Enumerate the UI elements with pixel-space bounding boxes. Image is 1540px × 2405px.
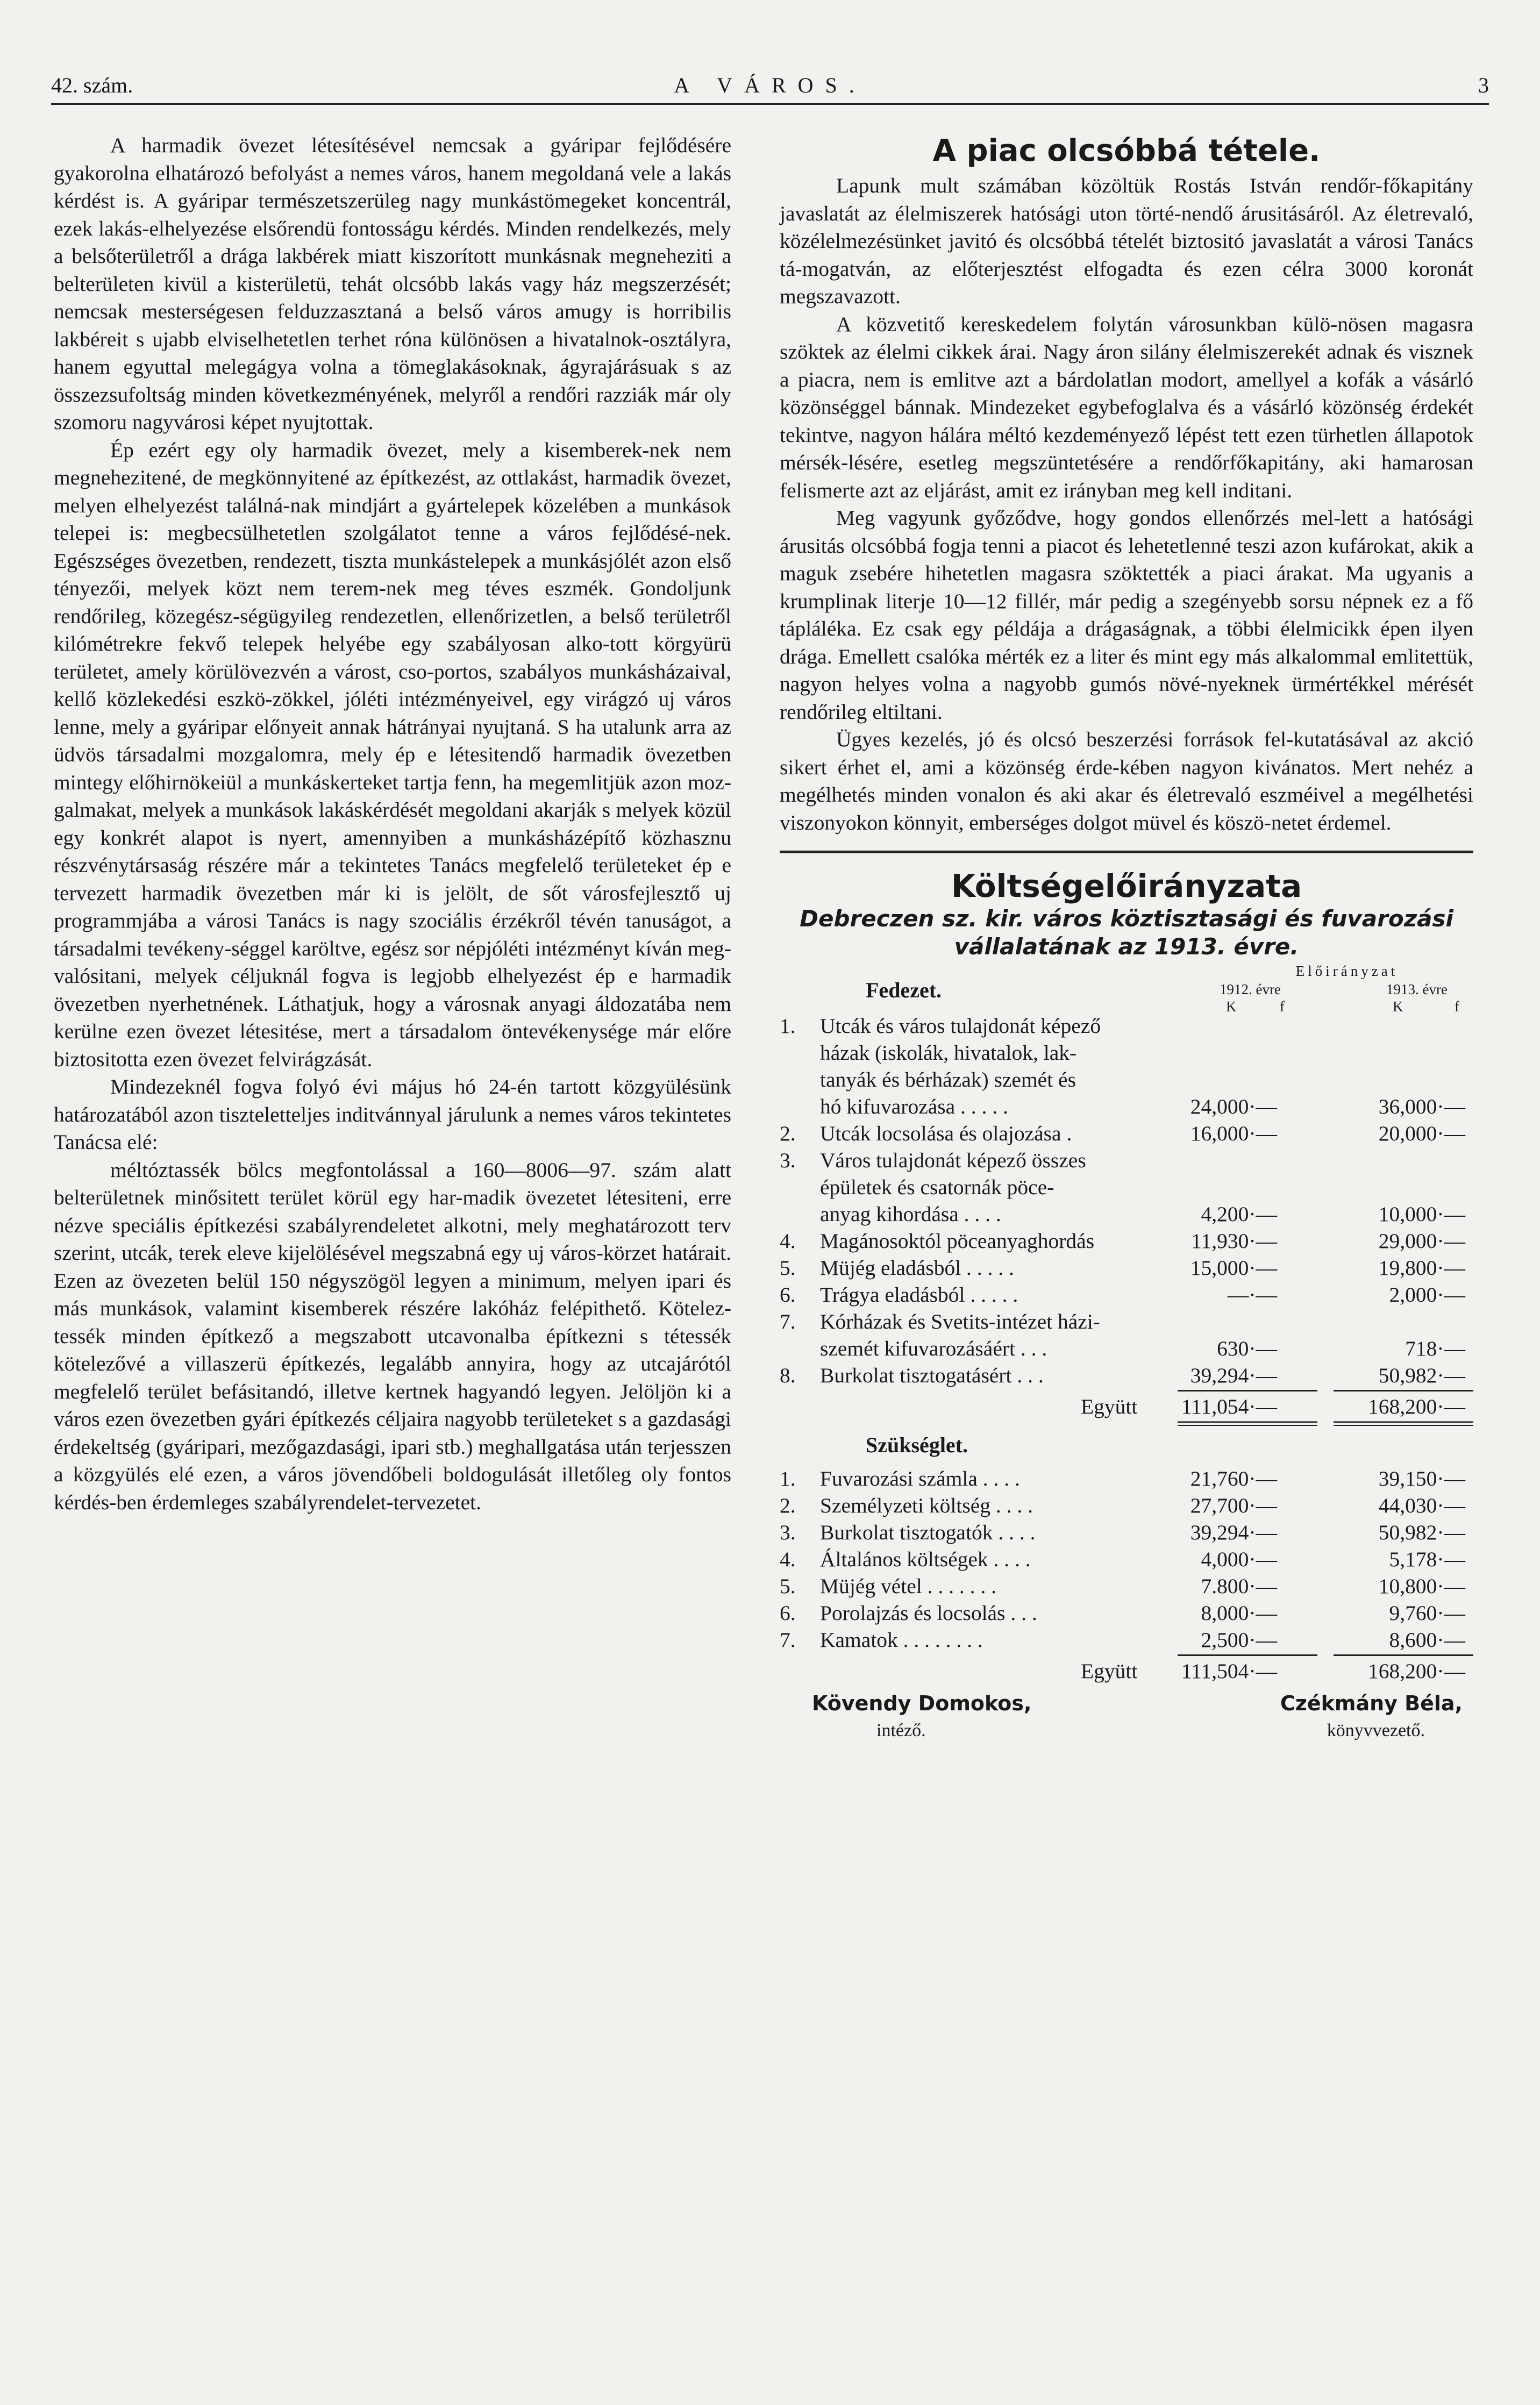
- page-number: 3: [1478, 73, 1489, 97]
- row-label: Általános költségek . . . .: [820, 1547, 1031, 1571]
- value-1913: 10,800·—: [1378, 1574, 1465, 1598]
- row-label: Kamatok . . . . . . . .: [820, 1628, 983, 1652]
- budget-row: [780, 1147, 1473, 1174]
- row-label: tanyák és bérházak) szemét és: [820, 1068, 1076, 1091]
- row-number: 4.: [780, 1229, 796, 1253]
- budget-row: [780, 1362, 1473, 1389]
- budget-row: [780, 1492, 1473, 1519]
- row-number: 6.: [780, 1601, 796, 1625]
- sum-double-rule: [780, 1420, 1473, 1424]
- left-paragraph: Ép ezért egy oly harmadik övezet, mely a kisemberek-nek nem megnehezitené, de megkönnyitené az építkezést, az ottlakást, harmadik övezet, melyen elhelyezést találná-nak mindjárt a gyártelepek közelében a munkások telepei is: megbecsülhetetlen szolgálatot tenne a város fejlődésé-nek. Egészséges övezetben, rendezett, tiszta munkástelepek a munkásjólét azon első tényezői, melyek közt nem terem-nek meg téves eszmék. Gondoljunk rendőrileg, közegész-ségügyileg rendezetlen, ellenőrizetlen, a belső területről kilómétrekre fekvő telepek helyébe egy szabályosan alko-tott körgyürü területet, amely körülövezvén a várost, cso-portos, szabályos munkásházaival, kellő közlekedési eszkö-zökkel, jóléti intézményeivel, egy virágzó uj város lenne, mely a gyáripar előnyeit annak hátrányai nyujtaná. S ha utalunk arra az üdvös társadalmi mozgalomra, mely ép e létesitendő harmadik övezetben mintegy előhirnökeiül a munkáskerteket tartja fenn, ha megemlitjük azon moz-galmakat, melyek a munkások lakáskérdését megoldani akarják s melyek közül egy konkrét alapot is nyert, amennyiben a munkásházépítő közhasznu részvénytársaság részére már a tekintetes Tanács megfelelő területeket ép e tervezett harmadik övezetben már ki is jelölt, de sőt városfejlesztő uj programmjába a városi Tanács is nagy szociális érzékről tévén tanuságot, a társadalmi tevékeny-séggel karöltve, egész sor népjóléti intézményt kíván meg-valósitani, melyek céljuknál fogva is legjobb elhelyezést ép e harmadik övezetben nyerhetnének. Láthatjuk, hogy a városnak anyagi áldozatába nem kerülne ezen övezet létesitése, mert a társadalom öntevékenysége már előre biztositotta ezen övezet felvirágzását.: [54, 438, 731, 1071]
- value-1913: 718·—: [1405, 1337, 1465, 1360]
- expense-total: [780, 1658, 1473, 1685]
- total-label: Együtt: [1081, 1395, 1138, 1418]
- total-row: [780, 1658, 1473, 1685]
- row-label: Város tulajdonát képező összes: [820, 1148, 1086, 1172]
- value-1912: 11,930·—: [1191, 1229, 1277, 1253]
- row-label: Utcák és város tulajdonát képező: [820, 1014, 1101, 1038]
- row-number: 2.: [780, 1122, 796, 1145]
- row-number: 6.: [780, 1283, 796, 1307]
- left-column: [54, 132, 731, 1516]
- row-label: Fuvarozási számla . . . .: [820, 1467, 1020, 1490]
- row-number: 4.: [780, 1547, 796, 1571]
- value-1913: 29,000·—: [1378, 1229, 1465, 1253]
- article-paragraph: Lapunk mult számában közöltük Rostás István rendőr-főkapitány javaslatát az élelmiszerek hatósági uton törté-nendő árusitásáról. Az életrevaló, közélelmezésünket javitó és olcsóbbá tételét biztositó javaslatát a városi Tanács tá-mogatván, az előterjesztést elfogadta és ezen célra 3000 koronát megszavazott.: [780, 174, 1473, 308]
- issue-number: 42. szám.: [51, 73, 133, 97]
- article-title: A piac olcsóbbá tétele.: [932, 133, 1321, 168]
- budget-subtitle-2: vállalatának az 1913. évre.: [954, 933, 1299, 960]
- budget-row: [780, 1039, 1473, 1066]
- budget-row: [780, 1308, 1473, 1335]
- article-paragraph: A közvetitő kereskedelem folytán városunkban külö-nösen magasra szöktek az élelmi cikkek árai. Nagy áron silány élelmiszerekét adnak és visznek a piacra, nem is emlitve azt a bárdolatlan modort, amellyel a kofák a vásárló közönséggel bánnak. Mindezeket egybefoglalva és a vásárló közönség érdekét tekintve, nagyon hálára méltó kezdeményező lépést tett ezen türhetlen állapotok mérsék-lésére, esetleg megszüntetésére a rendőrfőkapitány, aki hamarosan felismerte azt az eljárást, amit ez irányban meg kell inditani.: [780, 312, 1473, 502]
- total-row: [780, 1393, 1473, 1420]
- row-label: Burkolat tisztogatók . . . .: [820, 1521, 1036, 1544]
- budget-row: [780, 1626, 1473, 1653]
- budget-row: [780, 1465, 1473, 1492]
- row-number: 3.: [780, 1521, 796, 1544]
- value-1913: 50,982·—: [1378, 1364, 1465, 1387]
- income-heading: Fedezet.: [866, 978, 942, 1002]
- row-label: épületek és csatornák pöce-: [820, 1175, 1054, 1199]
- value-1912: 630·—: [1217, 1337, 1277, 1360]
- row-number: 3.: [780, 1148, 796, 1172]
- value-1912: 8,000·—: [1201, 1601, 1277, 1625]
- value-1913: 5,178·—: [1389, 1547, 1465, 1571]
- budget-row: [780, 1066, 1473, 1093]
- budget-subtitle-1: Debreczen sz. kir. város köztisztasági és fuvarozási: [800, 905, 1453, 932]
- col-1912-label: 1912. évre: [1220, 981, 1281, 997]
- value-1912: 39,294·—: [1190, 1521, 1277, 1544]
- value-1912: 39,294·—: [1190, 1364, 1277, 1387]
- value-1913: 10,000·—: [1378, 1202, 1465, 1226]
- row-label: Müjég eladásból . . . . .: [820, 1256, 1014, 1280]
- row-label: hó kifuvarozása . . . . .: [820, 1095, 1008, 1118]
- total-1912: 111,054·—: [1181, 1395, 1277, 1418]
- budget-row: [780, 1335, 1473, 1362]
- row-number: 8.: [780, 1364, 796, 1387]
- expense-table: [780, 1465, 1473, 1653]
- budget-title: Költségelőirányzata: [951, 868, 1302, 904]
- total-label: Együtt: [1081, 1659, 1138, 1683]
- sum-rule: [780, 1389, 1473, 1393]
- value-1912: 27,700·—: [1190, 1494, 1277, 1517]
- section-divider: [780, 851, 1473, 853]
- signer-2-role: könyvvezető.: [1327, 1721, 1425, 1740]
- budget-row: [780, 1228, 1473, 1254]
- budget-column-header: [780, 961, 1473, 1015]
- left-paragraph: méltóztassék bölcs megfontolással a 160—8006—97. szám alatt belterületnek minősitett terület körül egy har-madik övezetet létesiteni, erre nézve speciális építkezési szabályrendeletet alkotni, mely meghatározott terv szerint, utcák, terek eleve kijelölésével megszabná egy uj város-körzet határait. Ezen az övezeten belül 150 négyszögöl legyen a minimum, melyen ipari és más munkások, valamint kisemberek részére lakóház felépithető. Kötelez-tessék minden építkező a megszabott utcavonalba építkezni s tétessék kötelezővé a villaszerü építkezés, legalább annyira, hogy az utcajárótól megfelelő terület befásitandó, illetve kertnek hagyandó legyen. Jelöljön ki a város ezen övezetben gyári építkezés céljaira nagyobb területeket s a gazdasági érdekeltség (gyáripari, mezőgazdasági, ipari stb.) meghallgatása után terjesszen a közgyülés elé ezen, a város jövendőbeli boldogulását illetőleg oly fontos kérdés-ben érdemleges szabályrendelet-tervezetet.: [54, 1158, 731, 1514]
- filler-label: f: [1455, 998, 1459, 1015]
- budget-row: [780, 1201, 1473, 1228]
- value-1912: 24,000·—: [1190, 1095, 1277, 1118]
- korona-label: K: [1226, 998, 1237, 1015]
- signatures: [780, 1685, 1473, 1744]
- budget-row: [780, 1174, 1473, 1201]
- value-1912: 16,000·—: [1190, 1122, 1277, 1145]
- row-label: anyag kihordása . . . .: [820, 1202, 1001, 1226]
- row-label: Kórházak és Svetits-intézet házi-: [820, 1310, 1100, 1333]
- row-label: Magánosoktól pöceanyaghordás: [820, 1229, 1095, 1253]
- filler-label: f: [1280, 998, 1285, 1015]
- value-1913: 9,760·—: [1389, 1601, 1465, 1625]
- value-1912: 4,000·—: [1201, 1547, 1277, 1571]
- expense-heading: Szükséglet.: [866, 1433, 968, 1457]
- sum-rule: [780, 1653, 1473, 1658]
- article-paragraph: Ügyes kezelés, jó és olcsó beszerzési források fel-kutatásával az akció sikert érhet el, ami a közönség érde-kében nagyon kivánatos. Mert nehéz a megélhetés minden vonalon és aki akar és életrevaló eszméivel a megélhetési viszonyokon könnyit, emberséges dolgot müvel és köszö-netet érdemel.: [780, 727, 1473, 834]
- row-label: Müjég vétel . . . . . . .: [820, 1574, 997, 1598]
- value-1913: 8,600·—: [1389, 1628, 1465, 1652]
- budget-row: [780, 1281, 1473, 1308]
- row-number: 1.: [780, 1014, 796, 1038]
- budget-row: [780, 1120, 1473, 1147]
- income-table: [780, 1012, 1473, 1389]
- budget-row: [780, 1254, 1473, 1281]
- right-column: [780, 133, 1473, 1744]
- row-number: 5.: [780, 1256, 796, 1280]
- left-paragraph: A harmadik övezet létesítésével nemcsak a gyáripar fejlődésére gyakorolna elhatározó befolyást a nemes város, hanem megoldaná vele a lakás kérdést is. A gyáripar természetszerüleg nagy munkástömegeket koncentrál, ezek lakás-elhelyezése elsőrendü fontosságu kérdés. Minden rendelkezés, mely a belsőterületről a drága lakbérek miatt kiszorított munkásnak megneheziti a belterületen kivül a kisterületü, tehát olcsóbb lakás vagy ház megszerzését; nemcsak mesterségesen felduzzasztaná a belső város amugy is horribilis lakbéreit s ujabb elviselhetetlen terhet róna különösen a hivatalnok-osztályra, hanem egyuttal melegágya volna a tömeglakásoknak, ágyrajárásuak s az összezsufoltság minden következményének, melyről a rendőri razziák már oly szomoru nagyvárosi képet nyujtottak.: [54, 133, 731, 434]
- value-1912: 15,000·—: [1190, 1256, 1277, 1280]
- col-1913-label: 1913. évre: [1386, 981, 1448, 997]
- col-group-label: Előirányzat: [1295, 963, 1399, 979]
- value-1912: 21,760·—: [1190, 1467, 1277, 1490]
- signer-1-role: intéző.: [876, 1721, 926, 1740]
- row-label: szemét kifuvarozásáért . . .: [820, 1337, 1047, 1360]
- row-number: 1.: [780, 1467, 796, 1490]
- total-1913: 168,200·—: [1367, 1659, 1465, 1683]
- total-1913: 168,200·—: [1367, 1395, 1465, 1418]
- signer-2-name: Czékmány Béla,: [1280, 1692, 1463, 1715]
- row-label: Utcák locsolása és olajozása .: [820, 1122, 1072, 1145]
- row-label: Porolajzás és locsolás . . .: [820, 1601, 1037, 1625]
- budget-row: [780, 1519, 1473, 1546]
- value-1912: 4,200·—: [1201, 1202, 1277, 1226]
- value-1913: 2,000·—: [1389, 1283, 1465, 1307]
- budget-row: [780, 1093, 1473, 1120]
- budget-row: [780, 1546, 1473, 1573]
- korona-label: K: [1393, 998, 1403, 1015]
- newspaper-title: A VÁROS.: [674, 73, 866, 97]
- income-total: [780, 1393, 1473, 1420]
- value-1913: 44,030·—: [1378, 1494, 1465, 1517]
- value-1913: 50,982·—: [1378, 1521, 1465, 1544]
- budget-row: [780, 1573, 1473, 1600]
- budget-row: [780, 1012, 1473, 1039]
- left-paragraph: Mindezeknél fogva folyó évi május hó 24-én tartott közgyülésünk határozatából azon tiszteletteljes inditvánnyal járulunk a nemes város tekintetes Tanácsa elé:: [54, 1075, 731, 1154]
- row-number: 7.: [780, 1628, 796, 1652]
- total-1912: 111,504·—: [1181, 1659, 1277, 1683]
- value-1913: 39,150·—: [1378, 1467, 1465, 1490]
- value-1913: 19,800·—: [1378, 1256, 1465, 1280]
- article-paragraph: Meg vagyunk győződve, hogy gondos ellenőrzés mel-lett a hatósági árusitás olcsóbbá fogja tenni a piacot és lehetetlenné teszi azon kufárokat, akik a maguk zsebére hihetetlen magasra szöktették a piaci árakat. Ma ugyanis a krumplinak literje 10—12 fillér, már pedig a szegényebb sorsu népnek ez a fő tápláléka. Ez csak egy példája a drágaságnak, a többi élelmicikk épen ilyen drága. Emellett csalóka mérték ez a liter és mint egy más alkalommal emlitettük, nagyon helyes volna a nagyobb gumós növé-nyeknek ürmértékkel mérését rendőrileg eltiltani.: [780, 506, 1473, 724]
- signer-1-name: Kövendy Domokos,: [812, 1692, 1032, 1715]
- value-1912: —·—: [1227, 1283, 1277, 1307]
- row-label: Burkolat tisztogatásért . . .: [820, 1364, 1044, 1387]
- page-header: [51, 73, 1489, 105]
- row-label: Személyzeti költség . . . .: [820, 1494, 1033, 1517]
- budget-row: [780, 1600, 1473, 1626]
- value-1913: 20,000·—: [1378, 1122, 1465, 1145]
- row-number: 7.: [780, 1310, 796, 1333]
- value-1913: 36,000·—: [1378, 1095, 1465, 1118]
- row-label: házak (iskolák, hivatalok, lak-: [820, 1041, 1077, 1065]
- row-number: 5.: [780, 1574, 796, 1598]
- value-1912: 2,500·—: [1201, 1628, 1277, 1652]
- row-number: 2.: [780, 1494, 796, 1517]
- row-label: Trágya eladásból . . . . .: [820, 1283, 1018, 1307]
- value-1912: 7.800·—: [1201, 1574, 1277, 1598]
- header-rule: [51, 103, 1489, 105]
